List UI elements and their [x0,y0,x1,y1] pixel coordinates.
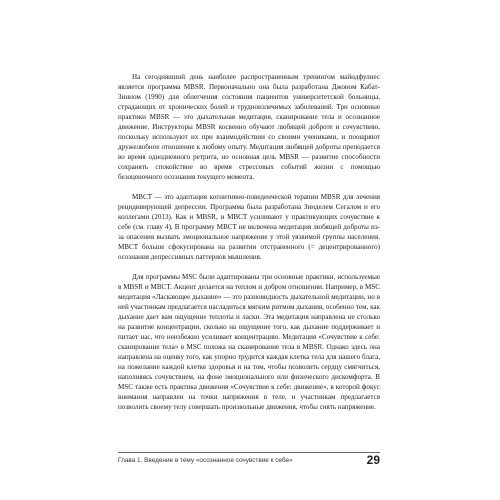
body-text [118,72,380,412]
paragraph-3: Для программы MSC были адаптированы три основные практики, используемые в MBSR и MBCT. Акцент делается на теплом и добром отношении. Например, в MSC медитация «Ласкающее дыхание» — это разновидность дыхательной медитации, но в ней участникам предлагается насладиться мягким ритмом дыхания, особенно тем, как дыхание дает вам ощущение теплоты и ласки. Эта медитация направлена не столько на развитие концентрации, сколько на ощущение того, как дыхание поддерживает и питает нас, что неизбежно усиливает концентрацию. Медитация «Сочувствие к себе: сканирование тела» в MSC похожа на сканирование тела в MBSR. Однако здесь она направлена на оценку того, как упорно трудится каждая клетка тела для нашего блага, на пожелание каждой клетке здоровья и на том, чтобы позволить сердцу смягчиться, наполняясь сочувствием, на фоне эмоционального или физического дискомфорта. В MSC также есть практика движения «Сочувствие к себе: движение», в которой фокус внимания направлен на точки напряжения в теле, и участникам предлагается позволить своему телу совершать произвольные движения, чтобы снять напряжение. [118,273,380,411]
paragraph-2: MBCT — это адаптация когнитивно-поведенческой терапии MBSR для лечения рецидивирующей депрессии. Программа была разработана Зинделем Сегалом и его коллегами (2013). Как и MBSR, и MBCT усиливают у практикующих сочувствие к себе (см. главу 4). В программу MBCT не включена медитация любящей доброты из-за опасения вызвать эмоциональное напряжение у этой уязвимой группы населения. MBCT больше сфокусирована на развитии отстраненного (= децентрированного) осознания депрессивных паттернов мышления. [118,193,380,261]
paragraph-1: На сегодняшний день наиболее распространенным тренингом майндфулнес является программа MBSR. Первоначально она была разработана Джоном Кабат-Зинном (1990) для облегчения состояния пациентов университетской больницы, страдающих от хронических болей и трудноизлечимых заболеваний. Три основные практики MBSR — это дыхательная медитация, сканирование тела и осознанное движение. Инструкторы MBSR косвенно обучают любящей доброте и сочувствию, поскольку используют их при взаимодействии со своими учениками, и поощряют дружелюбное отношение к любому опыту. Медитация любящей доброты преподается во время однодневного ретрита, но основная цель MBSR — развитие способности сохранять спокойствие во время стрессовых событий жизни с помощью безоценочного осознания текущего момента. [118,73,380,181]
page-number: 29 [366,453,380,467]
running-footer: Глава 1. Введение в тему «осознанное сочувствие к себе» [118,457,293,464]
footer-divider [118,452,380,453]
